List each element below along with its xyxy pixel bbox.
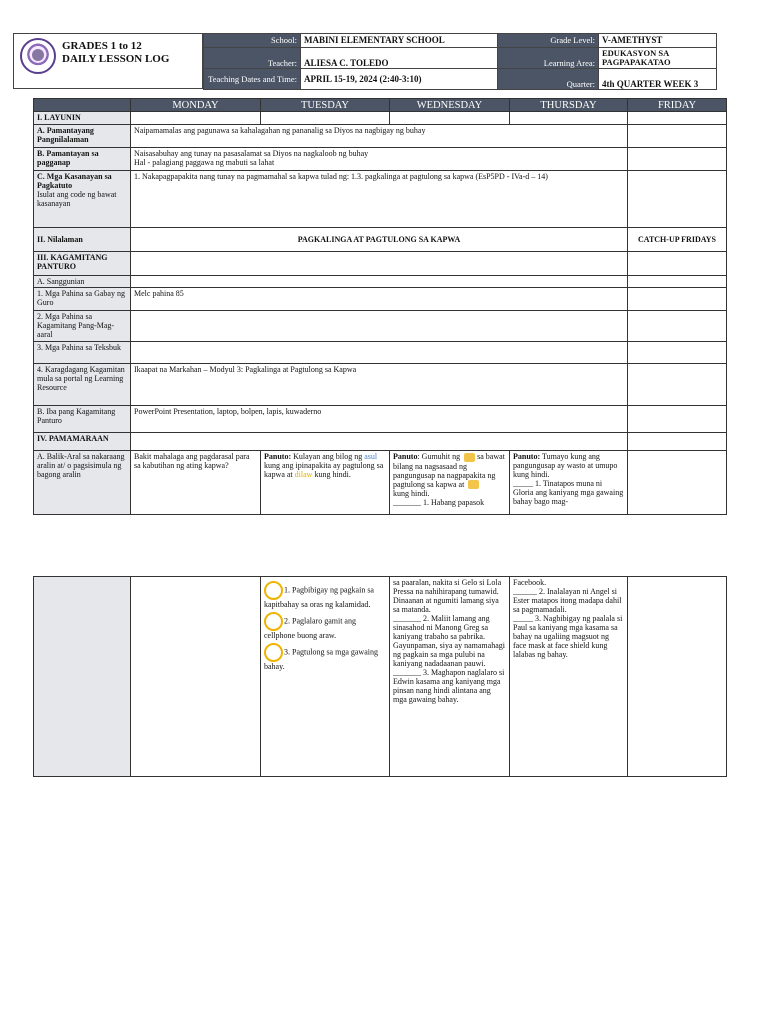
lr-value: Ikaapat na Markahan – Modyul 3: Pagkalinga at Pagtulong sa Kapwa xyxy=(131,364,628,406)
day-friday: FRIDAY xyxy=(628,99,727,112)
tuesday-yellow-word: dilaw xyxy=(294,470,313,479)
tuesday-items xyxy=(261,577,390,777)
document-header xyxy=(13,33,716,89)
school-label: School: xyxy=(204,34,301,48)
area-value: EDUKASYON SA PAGPAPAKATAO xyxy=(599,48,717,69)
iba-label: B. Iba pang Kagamitang Panturo xyxy=(34,406,131,433)
gabay-label: 1. Mga Pahina sa Gabay ng Guro xyxy=(34,288,131,311)
section-layunin: I. LAYUNIN xyxy=(34,112,131,125)
pamamaraan-label: IV. PAMAMARAAN xyxy=(34,433,131,451)
day-monday: MONDAY xyxy=(131,99,261,112)
tuesday-item-3-text: 3. Pagtulong sa mga gawaing bahay. xyxy=(264,647,378,671)
tuesday-item-3 xyxy=(264,643,386,671)
deped-seal-icon xyxy=(20,38,56,74)
tuesday-panuto-c: kung hindi. xyxy=(312,470,351,479)
dates-value: APRIL 15-19, 2024 (2:40-3:10) xyxy=(301,69,498,90)
wednesday-item-3: _______ 3. Maghapon naglalaro si Edwin kasama ang kaniyang mga pinsan nang hindi alintana ang mga gawaing bahay. xyxy=(393,668,505,704)
tuesday-panuto-label: Panuto: xyxy=(264,452,292,461)
continuation-monday xyxy=(131,577,261,777)
nilalaman-label: II. Nilalaman xyxy=(34,228,131,252)
wednesday-panuto-c: kung hindi. xyxy=(393,489,430,499)
wednesday-item-1-cont: sa paaralan, nakita si Gelo si Lola Pressa na nahihirapang tumawid. Dinaanan at ngumiti lamang siya sa matanda. xyxy=(393,578,502,614)
pagganap-value xyxy=(131,148,628,171)
lesson-plan-table xyxy=(33,98,727,515)
quarter-label: Quarter: xyxy=(498,69,599,90)
sanggunian-label: A. Sanggunian xyxy=(34,276,131,288)
title-line-1: GRADES 1 to 12 xyxy=(62,40,142,52)
wednesday-item-2: _______ 2. Maliit lamang ang sinasahod ni Manong Greg sa kaniyang trabaho sa pabrika. Gayunpaman, siya ay namamahagi ng pagkain sa mga pulubi na kaniyang nadadaanan pauwi. xyxy=(393,614,505,668)
tuesday-blue-word: asul xyxy=(364,452,378,461)
kasanayan-label xyxy=(34,171,131,228)
pagganap-line-2: Hal - palagiang paggawa ng mabuti sa lahat xyxy=(134,158,275,167)
wednesday-balik-aral xyxy=(390,451,510,515)
catch-up-fridays: CATCH-UP FRIDAYS xyxy=(628,228,727,252)
teacher-value: ALIESA C. TOLEDO xyxy=(301,48,498,69)
circle-icon xyxy=(264,643,283,662)
quarter-value: 4th QUARTER WEEK 3 xyxy=(599,69,717,90)
thursday-items xyxy=(510,577,628,777)
cross-mark-icon xyxy=(468,480,479,489)
thursday-panuto-label: Panuto: xyxy=(513,452,541,461)
title-line-2: DAILY LESSON LOG xyxy=(62,53,170,65)
kasanayan-title: C. Mga Kasanayan sa Pagkatuto xyxy=(37,172,112,190)
pagganap-label: B. Pamantayan sa pagganap xyxy=(34,148,131,171)
thursday-balik-aral xyxy=(510,451,628,515)
grade-label: Grade Level: xyxy=(498,34,599,48)
kasanayan-subtitle: Isulat ang code ng bawat kasanayan xyxy=(37,190,117,208)
school-value: MABINI ELEMENTARY SCHOOL xyxy=(301,34,498,48)
continuation-friday xyxy=(628,577,727,777)
tuesday-item-1-text: 1. Pagbibigay ng pagkain sa kapitbahay sa oras ng kalamidad. xyxy=(264,585,374,609)
day-tuesday: TUESDAY xyxy=(261,99,390,112)
iba-value: PowerPoint Presentation, laptop, bolpen, lapis, kuwaderno xyxy=(131,406,628,433)
wednesday-panuto-label: Panuto xyxy=(393,452,418,461)
kasanayan-value: 1. Nakapagpapakita nang tunay na pagmamahal sa kapwa tulad ng: 1.3. pagkalinga at pagtulong sa kapwa (EsP5PD - IVa-d – 14) xyxy=(131,171,628,228)
wednesday-items xyxy=(390,577,510,777)
wednesday-item-1-start: _______ 1. Habang papasok xyxy=(393,498,485,508)
teacher-label: Teacher: xyxy=(204,48,301,69)
kagamitan-label: III. KAGAMITANG PANTURO xyxy=(34,252,131,276)
document-title xyxy=(62,40,169,66)
circle-icon xyxy=(264,581,283,600)
lesson-plan-continuation xyxy=(33,576,727,777)
tuesday-panuto-a: Kulayan ang bilog ng xyxy=(291,452,365,461)
area-label: Learning Area: xyxy=(498,48,599,69)
pangmag-label: 2. Mga Pahina sa Kagamitang Pang-Mag-aaral xyxy=(34,311,131,342)
wednesday-panuto-b: sa bawat bilang na nagsasaad ng pangungusap na nagpapakita ng pagtulong sa kapwa at xyxy=(393,452,505,489)
tuesday-panuto-b: kung ang ipinapakita ay pagtulong sa kapwa at xyxy=(264,461,384,479)
thursday-item-2: ______ 2. Inalalayan ni Angel si Ester matapos itong madapa dahil sa pagmamadali. xyxy=(513,587,622,614)
thursday-item-1-start: _____ 1. Tinatapos muna ni Gloria ang kaniyang mga gawaing bahay bago mag- xyxy=(513,479,624,506)
lr-label: 4. Karagdagang Kagamitan mula sa portal ng Learning Resource xyxy=(34,364,131,406)
circle-icon xyxy=(264,612,283,631)
thursday-item-3: _____ 3. Nagbibigay ng paalala si Paul sa kaniyang mga kasama sa bahay na ugaliing magsuot ng face mask at face shield kung lalabas ng bahay. xyxy=(513,614,623,659)
nilalaman-value: PAGKALINGA AT PAGTULONG SA KAPWA xyxy=(131,228,628,252)
continuation-label-cell xyxy=(34,577,131,777)
grade-value: V-AMETHYST xyxy=(599,34,717,48)
tuesday-item-2-text: 2. Paglalaro gamit ang cellphone buong araw. xyxy=(264,616,356,640)
gabay-value: Melc pahina 85 xyxy=(131,288,628,311)
thursday-item-1-cont: Facebook. xyxy=(513,578,547,587)
tuesday-item-1 xyxy=(264,581,386,609)
day-wednesday: WEDNESDAY xyxy=(390,99,510,112)
pamantayang-value: Naipamamalas ang pagunawa sa kahalagahan ng pananalig sa Diyos na nagbigay ng buhay xyxy=(131,125,628,148)
monday-balik-aral: Bakit mahalaga ang pagdarasal para sa kabutihan ng ating kapwa? xyxy=(131,451,261,515)
thursday-panuto: Tumayo kung ang pangungusap ay wasto at umupo kung hindi. xyxy=(513,452,618,479)
pamantayang-label: A. Pamantayang Pangnilalaman xyxy=(34,125,131,148)
header-info-grid xyxy=(203,33,717,90)
tuesday-item-2 xyxy=(264,612,386,640)
dates-label: Teaching Dates and Time: xyxy=(204,69,301,90)
pagganap-line-1: Naisasabuhay ang tunay na pasasalamat sa Diyos na nagkaloob ng buhay xyxy=(134,149,369,158)
tuesday-balik-aral xyxy=(261,451,390,515)
balik-aral-label: A. Balik-Aral sa nakaraang aralin at/ o pagsisimula ng bagong aralin xyxy=(34,451,131,515)
wednesday-panuto-a: : Gumuhit ng xyxy=(417,452,461,461)
corner-cell xyxy=(34,99,131,112)
logo-cell xyxy=(13,33,203,89)
check-mark-icon xyxy=(464,453,475,462)
day-thursday: THURSDAY xyxy=(510,99,628,112)
teksbuk-label: 3. Mga Pahina sa Teksbuk xyxy=(34,342,131,364)
